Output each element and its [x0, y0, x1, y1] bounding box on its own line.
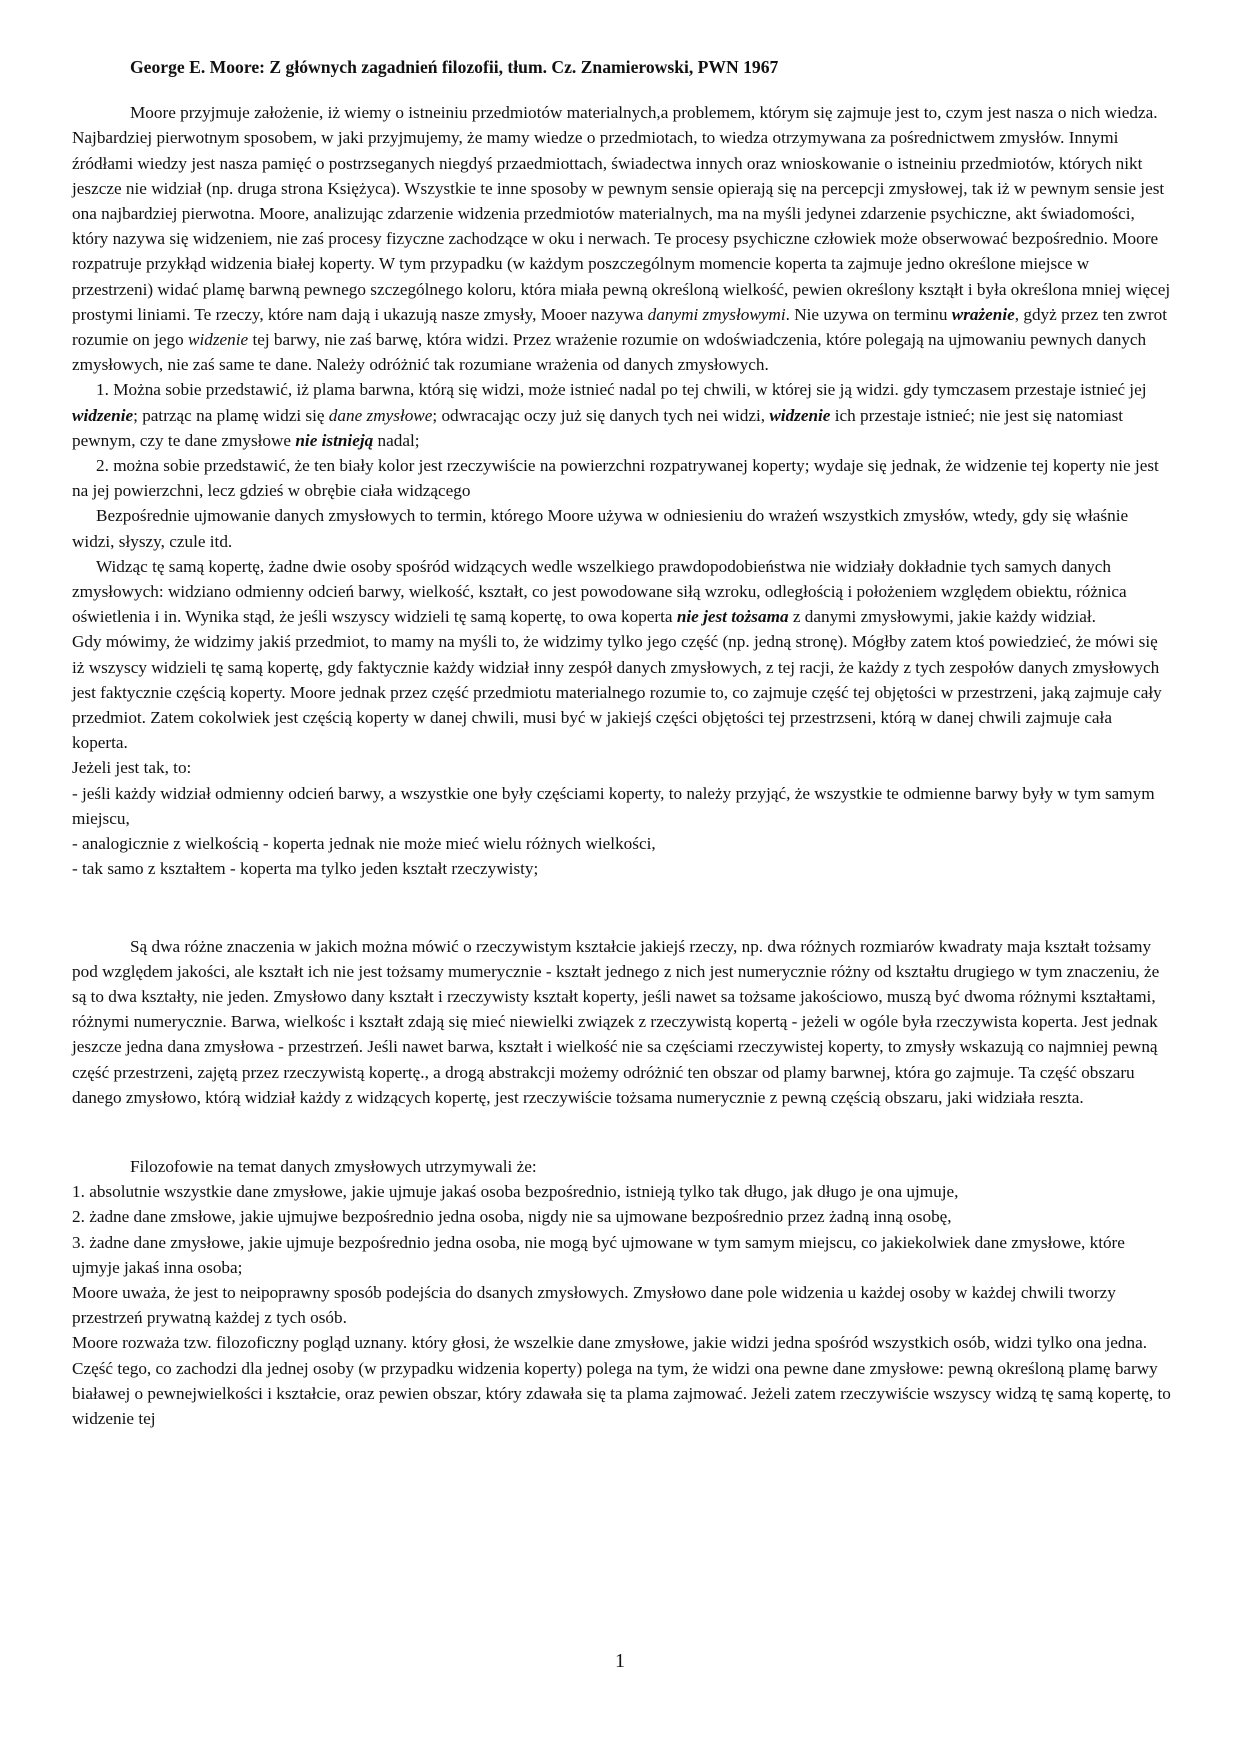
text-run: nadal;: [373, 430, 420, 450]
spacer: [72, 882, 1172, 934]
document-page: [72, 55, 1172, 1431]
text-run: Moore przyjmuje założenie, iż wiemy o istneiniu przedmiotów materialnych,a problemem, którym się zajmuje jest to, czym jest nasza o nich wiedza. Najbardziej pierwotnym sposobem, w jaki przyjmujemy, że mamy wiedze o przedmiotach, to wiedza otrzymywana za pośrednictwem zmysłów. Innymi źródłami wiedzy jest nasza pamięć o postrzseganych niegdyś przaedmiottach, świadectwa innych oraz wnioskowanie o istneiniu przedmiotów, których nikt jeszcze nie widział (np. druga strona Księżyca). Wszystkie te inne sposoby w pewnym sensie opierają się na percepcji zmysłowej, tak iż w pewnym sensie jest ona najbardziej pierwotna. Moore, analizując zdarzenie widzenia przedmiotów materialnych, ma na myśli jedynei zdarzenie psychiczne, akt świadomości, który nazywa się widzeniem, nie zaś procesy fizyczne zachodzące w oku i nerwach. Te procesy psychiczne człowiek może obserwować bezpośrednio. Moore rozpatruje przykłąd widzenia białej koperty. W tym przypadku (w każdym poszczególnym momencie koperta ta zajmuje jedno określone miejsce w przestrzeni) widać plamę barwną pewnego szczególnego koloru, która miała pewną określoną wielkość, pewien określony ksztąłt i była określona mniej więcej prostymi liniami. Te rzeczy, które nam dają i ukazują nasze zmysły, Mooer nazywa: [72, 103, 1171, 324]
document-title: George E. Moore: Z głównych zagadnień filozofii, tłum. Cz. Znamierowski, PWN 1967: [130, 57, 779, 77]
paragraph-philosophers: Filozofowie na temat danych zmysłowych utrzymywali że:: [130, 1156, 537, 1176]
emphasis-text: nie istnieją: [295, 430, 374, 450]
paragraph-point-2: 2. można sobie przedstawić, że ten biały kolor jest rzeczywiście na powierzchni rozpatrywanej koperty; wydaje się jednak, że widzenie tej koperty nie jest na jej powierzchni, lecz gdzieś w obrębie ciała widzącego: [72, 456, 1159, 501]
paragraph-point-1: [72, 377, 1172, 453]
text-run: Widząc tę samą kopertę, żadne dwie osoby spośród widzących wedle wszelkiego prawdopodobieństwa nie widziały dokładnie tych samych danych zmysłowych: widziano odmienny odcień barwy, wielkość, kształt, co jest powodowane siłą wzroku, odległością i położeniem względem obiektu, różnica oświetlenia i in. Wynika stąd, że jeśli wszyscy widzieli tę samą kopertę, to owa koperta: [72, 556, 1127, 627]
paragraph-same-envelope: [72, 554, 1172, 630]
paragraph-intro: [72, 100, 1172, 377]
paragraph-two-meanings: Są dwa różne znaczenia w jakich można mówić o rzeczywistym kształcie jakiejś rzeczy, np. dwa różnych rozmiarów kwadraty maja kształt tożsamy pod względem jakości, ale kształt ich nie jest tożsamy mumerycznie - kształt jednego z nich jest numerycznie różny od kształtu drugiego w tym znaczeniu, że są to dwa kształty, nie jeden. Zmysłowo dany kształt i rzeczywisty kształt koperty, jeśli nawet sa tożsame jakościowo, muszą być dwoma różnymi kształtami, różnymi numerycznie. Barwa, wielkośc i kształt zdają się mieć niewielki związek z rzeczywistą kopertą - jeżeli w ogóle była rzeczywista koperta. Jest jednak jeszcze jedna dana zmysłowa - przestrzeń. Jeśli nawet barwa, kształt i wielkość nie sa częściami rzeczywistej koperty, to zmysły wskazują co najmniej pewną część przestrzeni, zajętą przez rzeczywistą kopertę., a drogą abstrakcji możemy odróżnić ten obszar od plamy barwnej, która go zajmuje. Ta część obszaru danego zmysłowo, którą widział każdy z widzących kopertę, jest rzeczywiście tożsama numerycznie z pewną częścią obszaru, jaki widziała reszta.: [72, 936, 1160, 1107]
text-run: , gdyż przez ten zwrot rozumie on jego: [72, 304, 1167, 350]
list-item: 2. żadne dane zmsłowe, jakie ujmujwe bezpośrednio jedna osoba, nigdy nie sa ujmowane bezpośrednio przez żadną inną osobę,: [72, 1207, 952, 1227]
paragraph-direct-apprehension: Bezpośrednie ujmowanie danych zmysłowych to termin, którego Moore używa w odniesieniu do wrażeń wszystkich zmysłów, wtedy, gdy się właśnie widzi, słyszy, czule itd.: [72, 506, 1129, 551]
emphasis-text: widzenie: [187, 330, 249, 350]
text-run: z danymi zmysłowymi, jakie każdy widział.: [788, 607, 1096, 627]
list-item: 3. żadne dane zmysłowe, jakie ujmuje bezpośrednio jedna osoba, nie mogą być ujmowane w tym samym miejscu, co jakiekolwiek dane zmysłowe, które ujmyje jakaś inna osoba;: [72, 1232, 1125, 1277]
list-item: - analogicznie z wielkością - koperta jednak nie może mieć wielu różnych wielkości,: [72, 834, 656, 854]
page-number: 1: [615, 1650, 625, 1672]
emphasis-text: wrażenie: [951, 304, 1015, 324]
emphasis-text: nie jest tożsama: [676, 607, 789, 627]
paragraph-accepted-view: Moore rozważa tzw. filozoficzny pogląd uznany. który głosi, że wszelkie dane zmysłowe, jakie widzi jedna spośród wszystkich osób, widzi tylko ona jedna. Część tego, co zachodzi dla jednej osoby (w przypadku widzenia koperty) polega na tym, że widzi ona pewne dane zmysłowe: pewną określoną plamę barwy białawej o pewnejwielkości i kształcie, oraz pewien obszar, który zdawała się ta plama zajmować. Jeżeli zatem rzeczywiście wszyscy widzą tę samą kopertę, to widzenie tej: [72, 1333, 1171, 1428]
text-run: ; patrząc na plamę widzi się: [133, 405, 329, 425]
paragraph-if-so: Jeżeli jest tak, to:: [72, 758, 192, 778]
list-item: 1. absolutnie wszystkie dane zmysłowe, jakie ujmuje jakaś osoba bezpośrednio, istnieją tylko tak długo, jak długo je ona ujmuje,: [72, 1182, 959, 1202]
text-run: . Nie uzywa on terminu: [785, 304, 952, 324]
paragraph-object-part: Gdy mówimy, że widzimy jakiś przedmiot, to mamy na myśli to, że widzimy tylko jego część (np. jedną stronę). Mógłby zatem ktoś powiedzieć, że mówi się iż wszyscy widzieli tę samą kopertę, gdy faktycznie każdy widział inny zespół danych zmysłowych, z tej racji, że każdy z tych zespołów danych zmysłowych jest faktycznie częścią koperty. Moore jednak przez część przedmiotu materialnego rozumie to, co zajmuje część tej objętości w przestrzeni, jaką zajmuje cały przedmiot. Zatem cokolwiek jest częścią koperty w danej chwili, musi być w jakiejś części objętości tej przestrzseni, którą w danej chwili zajmuje cała koperta.: [72, 632, 1162, 753]
list-item: - tak samo z kształtem - koperta ma tylko jeden kształt rzeczywisty;: [72, 859, 539, 879]
text-run: ich przestaje istnieć; nie jest się natomiast pewnym, czy te dane zmysłowe: [72, 405, 1124, 450]
text-run: tej barwy, nie zaś barwę, która widzi. Przez wrażenie rozumie on wdoświadczenia, które polegają na ujmowaniu pewnych danych zmysłowych, nie zaś same te dane. Należy odróżnić tak rozumiane wrażenia od danych zmysłowych.: [72, 330, 1147, 375]
paragraph-moore-view: Moore uważa, że jest to neipoprawny sposób podejścia do dsanych zmysłowych. Zmysłowo dane pole widzenia u każdej osoby w każdej chwili tworzy przestrzeń prywatną każdej z tych osób.: [72, 1282, 1116, 1328]
text-run: ; odwracając oczy już się danych tych nei widzi,: [432, 405, 770, 425]
spacer: [72, 1110, 1172, 1154]
list-item: - jeśli każdy widział odmienny odcień barwy, a wszystkie one były częściami koperty, to należy przyjąć, że wszystkie te odmienne barwy były w tym samym miejscu,: [72, 783, 1155, 828]
emphasis-text: widzenie: [72, 405, 134, 425]
text-run: 1. Można sobie przedstawić, iż plama barwna, którą się widzi, może istnieć nadal po tej chwili, w której sie ją widzi. gdy tymczasem przestaje istnieć jej: [96, 380, 1147, 400]
emphasis-text: dane zmysłowe: [328, 405, 433, 425]
emphasis-text: danymi zmysłowymi: [647, 304, 786, 324]
emphasis-text: widzenie: [769, 405, 831, 425]
